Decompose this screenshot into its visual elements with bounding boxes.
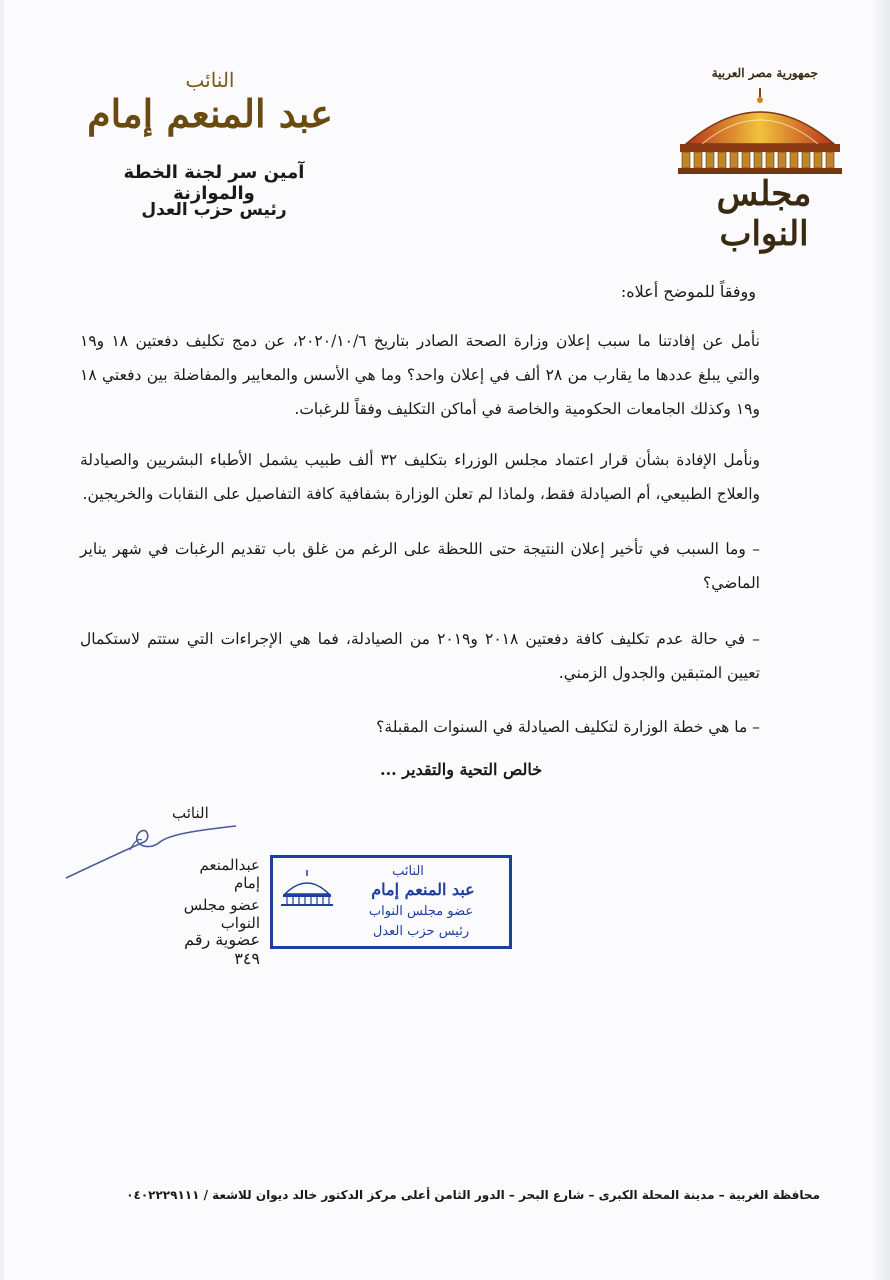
signature-title: النائب (172, 804, 209, 822)
paragraph-5: – ما هي خطة الوزارة لتكليف الصيادلة في السنوات المقبلة؟ (376, 718, 760, 736)
footer-address: محافظة الغربية – مدينة المحلة الكبرى – شارع البحر – الدور الثامن أعلى مركز الدكتور خالد ديوان للاشعة / ٠٤٠٢٢٢٩١١١ (126, 1188, 820, 1202)
stamp-member: عضو مجلس النواب (368, 904, 474, 919)
closing-line: خالص التحية والتقدير ... (380, 760, 543, 779)
official-stamp (270, 855, 512, 949)
paragraph-4: – في حالة عدم تكليف كافة دفعتين ٢٠١٨ و٢٠١٩ من الصيادلة، فما هي الإجراءات التي ستتم لاستكمال تعيين المتبقين والجدول الزمني. (80, 630, 760, 682)
logo-country-text: جمهورية مصر العربية (711, 66, 818, 80)
stamp-name: عبد المنعم إمام (371, 880, 475, 899)
logo-caption: مجلس النواب (716, 174, 812, 254)
paragraph-3: – وما السبب في تأخير إعلان النتيجة حتى اللحظة على الرغم من غلق باب تقديم الرغبات في شهر يناير الماضي؟ (80, 540, 760, 592)
paragraph-2: ونأمل الإفادة بشأن قرار اعتماد مجلس الوزراء بتكليف ٣٢ ألف طبيب يشمل الأطباء البشريين والصيادلة والعلاج الطبيعي، أم الصيادلة فقط، ولماذا لم تعلن الوزارة بشفافية كافة التفاصيل على النقابات والخريجين. (80, 451, 760, 503)
letterhead-title: النائب (185, 68, 235, 92)
scan-edge-left (0, 0, 4, 1280)
letterhead-name: عبد المنعم إمام (87, 91, 333, 136)
signature-block (60, 800, 260, 970)
stamp-dome-icon (279, 868, 335, 908)
letterhead-name-block (70, 68, 350, 136)
greeting: ووفقاً للموضح أعلاه: (620, 282, 756, 301)
paragraph-1: نأمل عن إفادتنا ما سبب إعلان وزارة الصحة الصادر بتاريخ ٢٠٢٠/١٠/٦، عن دمج تكليف دفعتين ١٨ و١٩ والتي يبلغ عددها ما يقارب من ٢٨ ألف في إعلان واحد؟ وما هي الأسس والمعايير والمفاضلة بين دفعتي ١٨ و١٩ وكذلك الجامعات الحكومية والخاصة في أماكن التكليف وفقاً للرغبات. (80, 332, 761, 418)
parliament-logo (668, 66, 860, 254)
dome-icon (672, 86, 848, 178)
letterhead-party: رئيس حزب العدل (141, 200, 287, 220)
scan-edge-right (872, 0, 890, 1280)
signature-name: عبدالمنعم إمام (199, 856, 260, 892)
letterhead-role: آمين سر لجنة الخطة والموازنة (123, 162, 305, 204)
stamp-party: رئيس حزب العدل (372, 924, 470, 939)
signature-member: عضو مجلس النواب (183, 896, 260, 932)
signature-membership-number: عضوية رقم ٣٤٩ (184, 930, 260, 968)
stamp-title: النائب (392, 864, 424, 879)
